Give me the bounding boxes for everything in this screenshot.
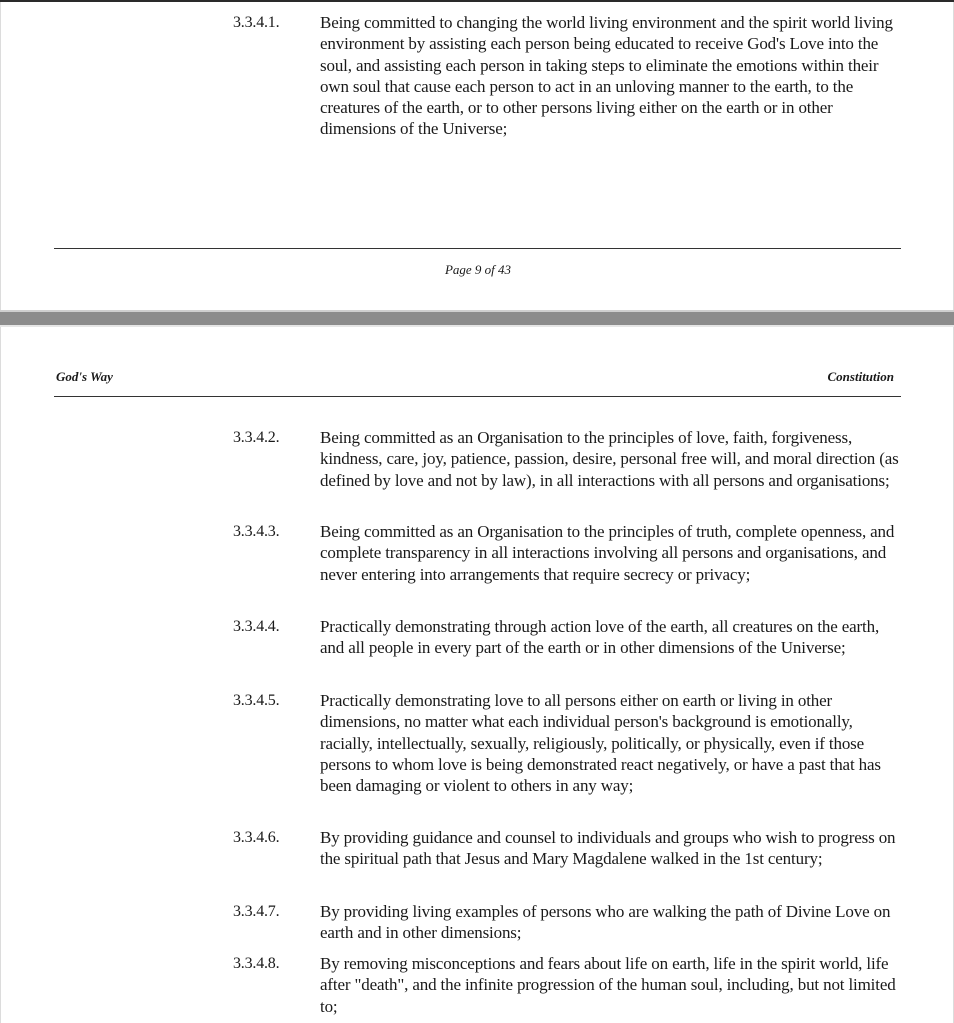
clause-text: Practically demonstrating through action love of the earth, all creatures on the earth, and all people in every part of the earth or in other dimensions of the Universe; [320,617,880,658]
clause-text: By providing guidance and counsel to individuals and groups who wish to progress on the spiritual path that Jesus and Mary Magdalene walked in the 1st century; [320,828,896,869]
page-number-footer: Page 9 of 43 [444,262,512,277]
document-page-10 [0,327,954,1023]
clause-number: 3.3.4.6. [233,829,280,846]
clause-text: Practically demonstrating love to all persons either on earth or living in other dimensions, no matter what each individual person's background is emotionally, racially, intellectually, sexually, religiously, politically, or physically, even if those persons to whom love is being demonstrated react negatively, or have a past that has been damaging or violent to others in any way; [320,691,881,796]
clause-text: By providing living examples of persons who are walking the path of Divine Love on earth and in other dimensions; [320,902,891,943]
footer-rule [54,248,901,249]
clause-number: 3.3.4.1. [233,14,280,31]
clause-number: 3.3.4.3. [233,523,280,540]
page-separator [0,310,954,327]
header-rule [54,396,901,397]
clause-number: 3.3.4.8. [233,955,280,972]
clause-number: 3.3.4.2. [233,429,280,446]
running-header-title: God's Way [56,369,113,384]
clause-number: 3.3.4.4. [233,618,280,635]
running-header-section: Constitution [827,369,894,384]
clause-text: By removing misconceptions and fears about life on earth, life in the spirit world, life after "death", and the infinite progression of the human soul, including, but not limited to; [320,954,896,1016]
clause-number: 3.3.4.5. [233,692,280,709]
clause-text: Being committed to changing the world living environment and the spirit world living environment by assisting each person being educated to receive God's Love into the soul, and assisting each person in taking steps to eliminate the emotions within their own soul that cause each person to act in an unloving manner to the earth, to the creatures of the earth, or to other persons living either on the earth or in other dimensions of the Universe; [320,13,893,139]
clause-number: 3.3.4.7. [233,903,280,920]
clause-text: Being committed as an Organisation to the principles of truth, complete openness, and complete transparency in all interactions involving all persons and organisations, and never entering into arrangements that require secrecy or privacy; [320,522,895,584]
document-page-9 [0,2,954,310]
clause-text: Being committed as an Organisation to the principles of love, faith, forgiveness, kindness, care, joy, patience, passion, desire, personal free will, and moral direction (as defined by love and not by law), in all interactions with all persons and organisations; [320,428,899,490]
